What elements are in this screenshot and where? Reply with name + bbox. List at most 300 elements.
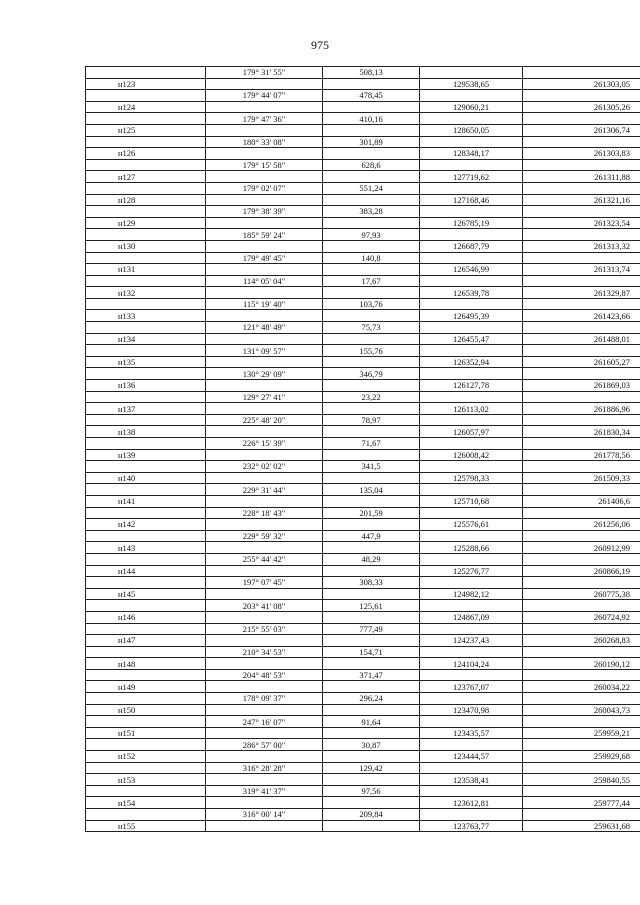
distance-cell: 17,67 — [323, 275, 420, 287]
segment-row — [86, 90, 640, 102]
empty-cell — [523, 484, 640, 496]
segment-row — [86, 345, 640, 357]
direction-angle-cell: 179° 49' 45" — [206, 252, 323, 264]
empty-cell — [420, 368, 523, 380]
empty-cell — [420, 159, 523, 171]
empty-cell — [86, 623, 206, 635]
y-coordinate-cell: 260724,92 — [523, 611, 640, 623]
y-coordinate-cell: 259777,44 — [523, 797, 640, 809]
y-coordinate-cell: 261311,88 — [523, 171, 640, 183]
point-name-cell: н136 — [86, 380, 206, 392]
direction-angle-cell: 228° 18' 43" — [206, 507, 323, 519]
empty-cell — [206, 287, 323, 299]
empty-cell — [206, 148, 323, 160]
empty-cell — [323, 519, 420, 531]
empty-cell — [206, 240, 323, 252]
segment-row — [86, 229, 640, 241]
distance-cell: 71,67 — [323, 438, 420, 450]
empty-cell — [86, 785, 206, 797]
empty-cell — [420, 136, 523, 148]
x-coordinate-cell: 125276,77 — [420, 565, 523, 577]
point-row — [86, 264, 640, 276]
empty-cell — [206, 542, 323, 554]
x-coordinate-cell: 123435,57 — [420, 727, 523, 739]
empty-cell — [86, 206, 206, 218]
x-coordinate-cell: 125710,68 — [420, 495, 523, 507]
empty-cell — [206, 727, 323, 739]
empty-cell — [323, 588, 420, 600]
empty-cell — [523, 345, 640, 357]
x-coordinate-cell: 126687,79 — [420, 240, 523, 252]
distance-cell: 48,29 — [323, 553, 420, 565]
point-name-cell: н143 — [86, 542, 206, 554]
point-row — [86, 333, 640, 345]
empty-cell — [323, 797, 420, 809]
direction-angle-cell: 131° 09' 57" — [206, 345, 323, 357]
empty-cell — [420, 762, 523, 774]
empty-cell — [420, 809, 523, 821]
point-row — [86, 704, 640, 716]
distance-cell: 97,93 — [323, 229, 420, 241]
direction-angle-cell: 180° 33' 08" — [206, 136, 323, 148]
point-name-cell: н131 — [86, 264, 206, 276]
y-coordinate-cell: 261313,74 — [523, 264, 640, 276]
point-row — [86, 101, 640, 113]
direction-angle-cell: 210° 34' 53" — [206, 646, 323, 658]
direction-angle-cell: 226° 15' 39" — [206, 438, 323, 450]
survey-coordinates-table — [85, 66, 640, 832]
empty-cell — [523, 507, 640, 519]
segment-row — [86, 298, 640, 310]
empty-cell — [86, 600, 206, 612]
direction-angle-cell: 203° 41' 08" — [206, 600, 323, 612]
direction-angle-cell: 115° 19' 40" — [206, 298, 323, 310]
empty-cell — [206, 495, 323, 507]
empty-cell — [86, 368, 206, 380]
empty-cell — [206, 472, 323, 484]
direction-angle-cell: 129° 27' 41" — [206, 391, 323, 403]
direction-angle-cell: 229° 31' 44" — [206, 484, 323, 496]
y-coordinate-cell: 260034,22 — [523, 681, 640, 693]
distance-cell: 551,24 — [323, 182, 420, 194]
x-coordinate-cell: 126008,42 — [420, 449, 523, 461]
empty-cell — [86, 136, 206, 148]
x-coordinate-cell: 123538,41 — [420, 774, 523, 786]
empty-cell — [323, 124, 420, 136]
point-row — [86, 449, 640, 461]
y-coordinate-cell: 261488,01 — [523, 333, 640, 345]
empty-cell — [420, 113, 523, 125]
y-coordinate-cell: 261778,56 — [523, 449, 640, 461]
empty-cell — [420, 345, 523, 357]
x-coordinate-cell: 123767,07 — [420, 681, 523, 693]
page-number: 975 — [311, 38, 329, 52]
empty-cell — [420, 461, 523, 473]
empty-cell — [420, 716, 523, 728]
y-coordinate-cell: 259959,21 — [523, 727, 640, 739]
x-coordinate-cell: 126495,39 — [420, 310, 523, 322]
direction-angle-cell: 204° 48' 53" — [206, 669, 323, 681]
distance-cell: 75,73 — [323, 322, 420, 334]
distance-cell: 301,89 — [323, 136, 420, 148]
distance-cell: 777,49 — [323, 623, 420, 635]
y-coordinate-cell: 261406,6 — [523, 495, 640, 507]
point-row — [86, 426, 640, 438]
empty-cell — [86, 693, 206, 705]
empty-cell — [86, 553, 206, 565]
empty-cell — [523, 809, 640, 821]
x-coordinate-cell: 126539,78 — [420, 287, 523, 299]
x-coordinate-cell: 124104,24 — [420, 658, 523, 670]
empty-cell — [86, 438, 206, 450]
point-row — [86, 588, 640, 600]
empty-cell — [206, 588, 323, 600]
segment-row — [86, 391, 640, 403]
direction-angle-cell: 232° 02' 02" — [206, 461, 323, 473]
x-coordinate-cell: 125576,61 — [420, 519, 523, 531]
segment-row — [86, 553, 640, 565]
point-row — [86, 403, 640, 415]
empty-cell — [420, 739, 523, 751]
segment-row — [86, 461, 640, 473]
point-name-cell: н149 — [86, 681, 206, 693]
empty-cell — [323, 426, 420, 438]
segment-row — [86, 716, 640, 728]
segment-row — [86, 623, 640, 635]
distance-cell: 209,84 — [323, 809, 420, 821]
x-coordinate-cell: 126455,47 — [420, 333, 523, 345]
point-row — [86, 310, 640, 322]
segment-row — [86, 646, 640, 658]
point-name-cell: н144 — [86, 565, 206, 577]
distance-cell: 341,5 — [323, 461, 420, 473]
direction-angle-cell: 179° 38' 39" — [206, 206, 323, 218]
segment-row — [86, 484, 640, 496]
y-coordinate-cell: 260775,38 — [523, 588, 640, 600]
empty-cell — [523, 113, 640, 125]
empty-cell — [86, 716, 206, 728]
point-name-cell: н139 — [86, 449, 206, 461]
empty-cell — [523, 368, 640, 380]
direction-angle-cell: 319° 41' 37" — [206, 785, 323, 797]
empty-cell — [206, 403, 323, 415]
distance-cell: 129,42 — [323, 762, 420, 774]
empty-cell — [323, 171, 420, 183]
distance-cell: 346,79 — [323, 368, 420, 380]
y-coordinate-cell: 259631,68 — [523, 820, 640, 832]
point-row — [86, 495, 640, 507]
empty-cell — [206, 124, 323, 136]
empty-cell — [323, 704, 420, 716]
x-coordinate-cell: 126546,99 — [420, 264, 523, 276]
empty-cell — [86, 252, 206, 264]
point-row — [86, 194, 640, 206]
empty-cell — [523, 67, 640, 79]
x-coordinate-cell: 126785,19 — [420, 217, 523, 229]
direction-angle-cell: 316° 28' 28" — [206, 762, 323, 774]
empty-cell — [206, 797, 323, 809]
empty-cell — [523, 785, 640, 797]
empty-cell — [420, 669, 523, 681]
point-row — [86, 217, 640, 229]
distance-cell: 447,9 — [323, 530, 420, 542]
point-row — [86, 472, 640, 484]
y-coordinate-cell: 260043,73 — [523, 704, 640, 716]
point-name-cell: н134 — [86, 333, 206, 345]
empty-cell — [420, 646, 523, 658]
point-name-cell: н128 — [86, 194, 206, 206]
segment-row — [86, 739, 640, 751]
empty-cell — [420, 484, 523, 496]
empty-cell — [523, 693, 640, 705]
empty-cell — [86, 182, 206, 194]
empty-cell — [420, 275, 523, 287]
distance-cell: 308,33 — [323, 577, 420, 589]
distance-cell: 23,22 — [323, 391, 420, 403]
distance-cell: 103,76 — [323, 298, 420, 310]
direction-angle-cell: 247° 16' 07" — [206, 716, 323, 728]
empty-cell — [420, 785, 523, 797]
point-name-cell: н126 — [86, 148, 206, 160]
empty-cell — [420, 322, 523, 334]
segment-row — [86, 809, 640, 821]
point-row — [86, 635, 640, 647]
empty-cell — [523, 623, 640, 635]
empty-cell — [420, 414, 523, 426]
point-row — [86, 356, 640, 368]
x-coordinate-cell: 124237,43 — [420, 635, 523, 647]
direction-angle-cell: 179° 47' 36" — [206, 113, 323, 125]
point-name-cell: н132 — [86, 287, 206, 299]
empty-cell — [523, 553, 640, 565]
empty-cell — [206, 194, 323, 206]
direction-angle-cell: 179° 31' 55" — [206, 67, 323, 79]
empty-cell — [523, 530, 640, 542]
empty-cell — [523, 275, 640, 287]
empty-cell — [323, 727, 420, 739]
empty-cell — [206, 171, 323, 183]
point-row — [86, 171, 640, 183]
point-name-cell: н129 — [86, 217, 206, 229]
distance-cell: 201,59 — [323, 507, 420, 519]
distance-cell: 91,64 — [323, 716, 420, 728]
empty-cell — [323, 611, 420, 623]
empty-cell — [86, 298, 206, 310]
direction-angle-cell: 185° 59' 24" — [206, 229, 323, 241]
empty-cell — [523, 646, 640, 658]
empty-cell — [323, 820, 420, 832]
distance-cell: 155,76 — [323, 345, 420, 357]
point-row — [86, 727, 640, 739]
point-row — [86, 820, 640, 832]
empty-cell — [420, 693, 523, 705]
y-coordinate-cell: 261256,06 — [523, 519, 640, 531]
empty-cell — [420, 600, 523, 612]
empty-cell — [420, 67, 523, 79]
y-coordinate-cell: 261869,03 — [523, 380, 640, 392]
empty-cell — [86, 67, 206, 79]
distance-cell: 30,87 — [323, 739, 420, 751]
x-coordinate-cell: 126127,78 — [420, 380, 523, 392]
empty-cell — [420, 577, 523, 589]
empty-cell — [206, 658, 323, 670]
direction-angle-cell: 316° 00' 14" — [206, 809, 323, 821]
segment-row — [86, 762, 640, 774]
point-name-cell: н127 — [86, 171, 206, 183]
x-coordinate-cell: 126113,02 — [420, 403, 523, 415]
empty-cell — [420, 252, 523, 264]
empty-cell — [86, 461, 206, 473]
segment-row — [86, 67, 640, 79]
point-row — [86, 240, 640, 252]
point-row — [86, 797, 640, 809]
point-name-cell: н137 — [86, 403, 206, 415]
empty-cell — [86, 391, 206, 403]
empty-cell — [206, 704, 323, 716]
y-coordinate-cell: 261321,16 — [523, 194, 640, 206]
point-row — [86, 611, 640, 623]
segment-row — [86, 275, 640, 287]
segment-row — [86, 438, 640, 450]
direction-angle-cell: 114° 05' 04" — [206, 275, 323, 287]
distance-cell: 478,45 — [323, 90, 420, 102]
y-coordinate-cell: 260912,99 — [523, 542, 640, 554]
point-row — [86, 519, 640, 531]
empty-cell — [206, 565, 323, 577]
direction-angle-cell: 286° 57' 00" — [206, 739, 323, 751]
direction-angle-cell: 255° 44' 42" — [206, 553, 323, 565]
empty-cell — [86, 159, 206, 171]
segment-row — [86, 414, 640, 426]
x-coordinate-cell: 123763,77 — [420, 820, 523, 832]
point-name-cell: н125 — [86, 124, 206, 136]
point-row — [86, 124, 640, 136]
point-row — [86, 658, 640, 670]
empty-cell — [523, 391, 640, 403]
x-coordinate-cell: 129538,65 — [420, 78, 523, 90]
empty-cell — [86, 669, 206, 681]
point-name-cell: н124 — [86, 101, 206, 113]
point-row — [86, 681, 640, 693]
empty-cell — [206, 217, 323, 229]
point-name-cell: н130 — [86, 240, 206, 252]
distance-cell: 78,97 — [323, 414, 420, 426]
empty-cell — [206, 635, 323, 647]
point-name-cell: н148 — [86, 658, 206, 670]
segment-row — [86, 693, 640, 705]
empty-cell — [420, 229, 523, 241]
y-coordinate-cell: 260866,19 — [523, 565, 640, 577]
empty-cell — [523, 577, 640, 589]
x-coordinate-cell: 123444,57 — [420, 751, 523, 763]
direction-angle-cell: 215° 55' 03" — [206, 623, 323, 635]
y-coordinate-cell: 259929,68 — [523, 751, 640, 763]
empty-cell — [420, 623, 523, 635]
empty-cell — [206, 774, 323, 786]
empty-cell — [206, 820, 323, 832]
empty-cell — [323, 774, 420, 786]
empty-cell — [523, 739, 640, 751]
empty-cell — [420, 206, 523, 218]
empty-cell — [323, 101, 420, 113]
x-coordinate-cell: 126057,97 — [420, 426, 523, 438]
empty-cell — [523, 252, 640, 264]
distance-cell: 383,28 — [323, 206, 420, 218]
x-coordinate-cell: 123470,98 — [420, 704, 523, 716]
segment-row — [86, 136, 640, 148]
x-coordinate-cell: 127719,62 — [420, 171, 523, 183]
point-name-cell: н153 — [86, 774, 206, 786]
empty-cell — [323, 287, 420, 299]
empty-cell — [86, 507, 206, 519]
point-name-cell: н154 — [86, 797, 206, 809]
direction-angle-cell: 179° 15' 58" — [206, 159, 323, 171]
direction-angle-cell: 197° 07' 45" — [206, 577, 323, 589]
empty-cell — [206, 356, 323, 368]
empty-cell — [323, 472, 420, 484]
survey-table-body — [86, 67, 640, 832]
empty-cell — [86, 414, 206, 426]
empty-cell — [206, 333, 323, 345]
empty-cell — [523, 762, 640, 774]
y-coordinate-cell: 261303,83 — [523, 148, 640, 160]
direction-angle-cell: 179° 02' 07" — [206, 182, 323, 194]
y-coordinate-cell: 261605,27 — [523, 356, 640, 368]
point-row — [86, 380, 640, 392]
y-coordinate-cell: 261303,05 — [523, 78, 640, 90]
empty-cell — [86, 322, 206, 334]
point-row — [86, 565, 640, 577]
distance-cell: 125,61 — [323, 600, 420, 612]
point-row — [86, 542, 640, 554]
empty-cell — [206, 519, 323, 531]
y-coordinate-cell: 261423,66 — [523, 310, 640, 322]
point-name-cell: н150 — [86, 704, 206, 716]
point-row — [86, 287, 640, 299]
empty-cell — [323, 751, 420, 763]
segment-row — [86, 159, 640, 171]
segment-row — [86, 785, 640, 797]
point-name-cell: н141 — [86, 495, 206, 507]
point-row — [86, 751, 640, 763]
empty-cell — [206, 449, 323, 461]
point-name-cell: н146 — [86, 611, 206, 623]
empty-cell — [206, 310, 323, 322]
x-coordinate-cell: 129060,21 — [420, 101, 523, 113]
empty-cell — [206, 101, 323, 113]
empty-cell — [323, 333, 420, 345]
empty-cell — [323, 240, 420, 252]
x-coordinate-cell: 128650,05 — [420, 124, 523, 136]
empty-cell — [523, 90, 640, 102]
empty-cell — [206, 264, 323, 276]
empty-cell — [323, 264, 420, 276]
empty-cell — [523, 414, 640, 426]
distance-cell: 296,24 — [323, 693, 420, 705]
segment-row — [86, 206, 640, 218]
empty-cell — [420, 553, 523, 565]
y-coordinate-cell: 261886,96 — [523, 403, 640, 415]
segment-row — [86, 368, 640, 380]
empty-cell — [420, 182, 523, 194]
y-coordinate-cell: 260190,12 — [523, 658, 640, 670]
distance-cell: 371,47 — [323, 669, 420, 681]
distance-cell: 135,04 — [323, 484, 420, 496]
point-name-cell: н145 — [86, 588, 206, 600]
y-coordinate-cell: 261306,74 — [523, 124, 640, 136]
empty-cell — [323, 78, 420, 90]
empty-cell — [523, 716, 640, 728]
